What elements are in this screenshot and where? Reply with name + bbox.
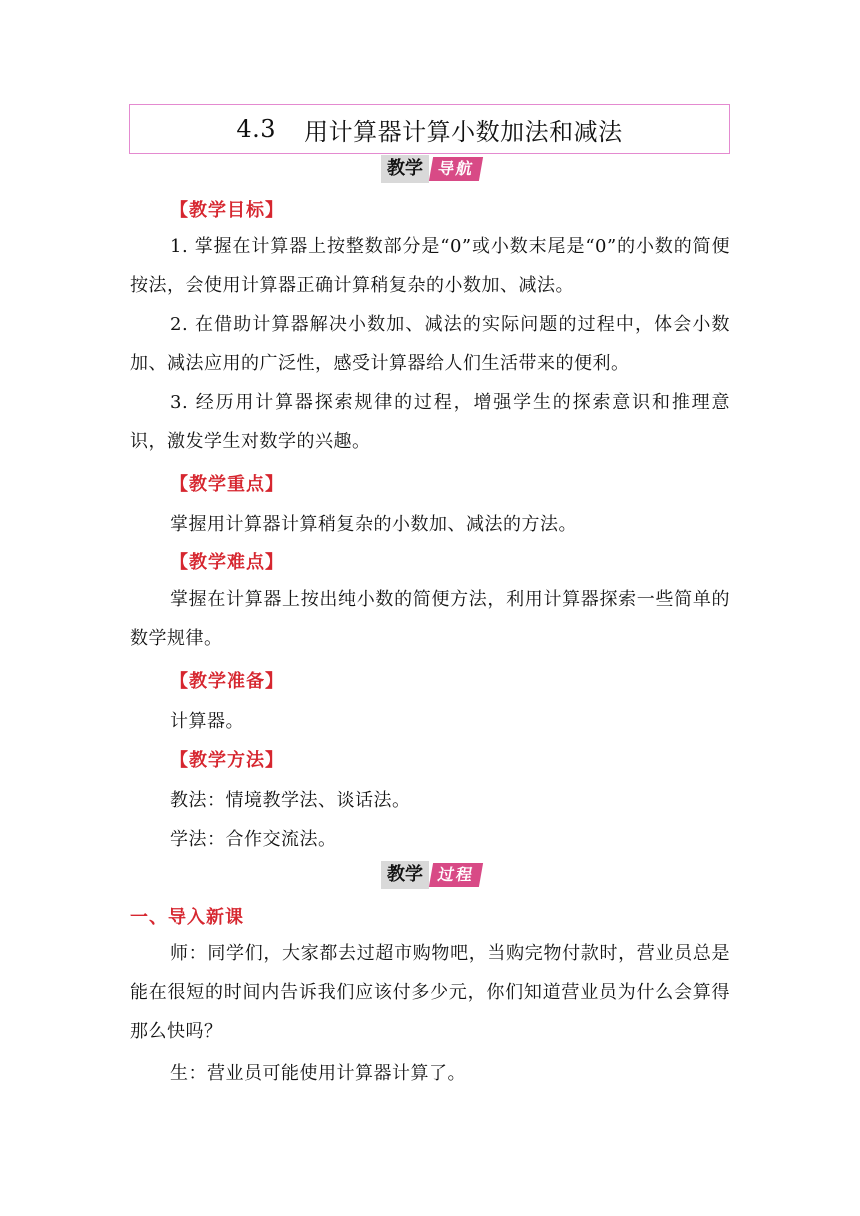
lesson-title: 用计算器计算小数加法和减法 — [304, 117, 623, 146]
objective-item-2: 2. 在借助计算器解决小数加、减法的实际问题的过程中，体会小数加、减法应用的广泛性，感受计算器给人们生活带来的便利。 — [130, 314, 730, 374]
tag-nav-right: 导航 — [429, 157, 483, 181]
methods-learning: 学法：合作交流法。 — [170, 829, 337, 850]
preparation-heading: 【教学准备】 — [170, 671, 284, 692]
teaching-process-tag — [381, 861, 481, 889]
difficulties-text: 掌握在计算器上按出纯小数的简便方法，利用计算器探索一些简单的数学规律。 — [130, 589, 730, 649]
methods-teaching: 教法：情境教学法、谈话法。 — [170, 790, 411, 811]
difficulties-heading: 【教学难点】 — [170, 552, 284, 573]
intro-student-text: 生：营业员可能使用计算器计算了。 — [170, 1063, 466, 1084]
objectives-heading: 【教学目标】 — [170, 200, 284, 221]
objective-item-1: 1. 掌握在计算器上按整数部分是“0”或小数末尾是“0”的小数的简便按法，会使用计算器正确计算稍复杂的小数加、减法。 — [130, 236, 730, 296]
intro-heading: 一、导入新课 — [130, 907, 244, 928]
tag-nav-left: 教学 — [381, 155, 429, 183]
key-points-text: 掌握用计算器计算稍复杂的小数加、减法的方法。 — [170, 514, 577, 535]
tag-process-right: 过程 — [429, 863, 483, 887]
objective-item-3: 3. 经历用计算器探索规律的过程，增强学生的探索意识和推理意识，激发学生对数学的兴趣。 — [130, 392, 730, 452]
intro-teacher-text: 师：同学们，大家都去过超市购物吧，当购完物付款时，营业员总是能在很短的时间内告诉我们应该付多少元，你们知道营业员为什么会算得那么快吗？ — [130, 943, 730, 1042]
lesson-number: 4.3 — [236, 115, 277, 143]
lesson-title-box — [129, 104, 730, 154]
teaching-nav-tag — [381, 155, 481, 183]
tag-process-left: 教学 — [381, 861, 429, 889]
preparation-text: 计算器。 — [170, 711, 244, 732]
methods-heading: 【教学方法】 — [170, 750, 284, 771]
key-points-heading: 【教学重点】 — [170, 474, 284, 495]
